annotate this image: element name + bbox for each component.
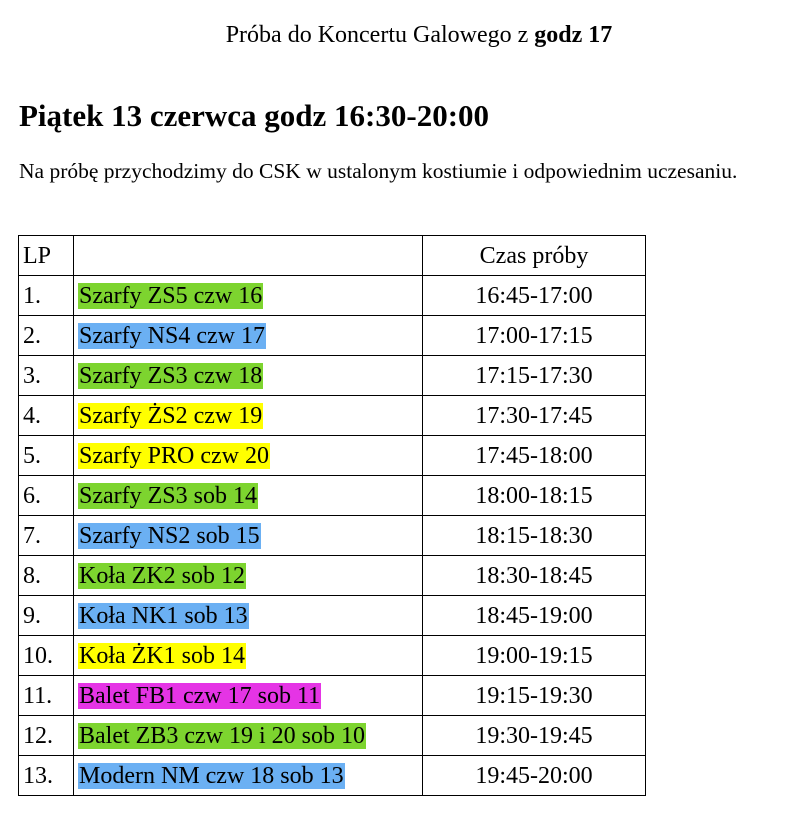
rehearsal-time: 19:15-19:30: [423, 676, 646, 716]
group-name-highlight: Modern NM czw 18 sob 13: [79, 762, 344, 789]
table-row: [19, 276, 646, 316]
group-cell: [74, 356, 423, 396]
rehearsal-time: 19:45-20:00: [423, 756, 646, 796]
group-name-highlight: Szarfy NS4 czw 17: [79, 322, 265, 349]
group-cell: [74, 396, 423, 436]
group-name-highlight: Szarfy ŻS2 czw 19: [79, 402, 263, 429]
schedule-table-body: [19, 236, 646, 796]
document-subtitle: [0, 20, 810, 50]
group-name-highlight: Koła ZK2 sob 12: [79, 562, 245, 589]
group-name-highlight: Szarfy PRO czw 20: [79, 442, 269, 469]
row-number: 6.: [19, 476, 74, 516]
header-group: [74, 236, 423, 276]
rehearsal-time: 16:45-17:00: [423, 276, 646, 316]
rehearsal-time: 18:30-18:45: [423, 556, 646, 596]
rehearsal-time: 17:45-18:00: [423, 436, 646, 476]
row-number: 5.: [19, 436, 74, 476]
header-lp: LP: [19, 236, 74, 276]
table-row: [19, 396, 646, 436]
table-header-row: [19, 236, 646, 276]
group-cell: [74, 476, 423, 516]
row-number: 7.: [19, 516, 74, 556]
group-cell: [74, 596, 423, 636]
subtitle-prefix: Próba do Koncertu Galowego z: [225, 22, 535, 48]
row-number: 4.: [19, 396, 74, 436]
rehearsal-time: 17:00-17:15: [423, 316, 646, 356]
group-cell: [74, 436, 423, 476]
document-title: Piątek 13 czerwca godz 16:30-20:00: [19, 98, 490, 133]
rehearsal-time: 18:00-18:15: [423, 476, 646, 516]
rehearsal-time: 19:00-19:15: [423, 636, 646, 676]
row-number: 3.: [19, 356, 74, 396]
table-row: [19, 756, 646, 796]
rehearsal-time: 17:30-17:45: [423, 396, 646, 436]
group-name-highlight: Szarfy ZS3 sob 14: [79, 482, 257, 509]
group-cell: [74, 716, 423, 756]
row-number: 12.: [19, 716, 74, 756]
table-row: [19, 596, 646, 636]
group-name-highlight: Balet ZB3 czw 19 i 20 sob 10: [79, 722, 365, 749]
subtitle-bold-time: godz 17: [534, 22, 613, 48]
table-row: [19, 316, 646, 356]
row-number: 9.: [19, 596, 74, 636]
row-number: 8.: [19, 556, 74, 596]
intro-paragraph: Na próbę przychodzimy do CSK w ustalonym kostiumie i odpowiednim uczesaniu.: [19, 159, 738, 183]
table-row: [19, 516, 646, 556]
row-number: 1.: [19, 276, 74, 316]
rehearsal-time: 18:15-18:30: [423, 516, 646, 556]
table-row: [19, 476, 646, 516]
group-cell: [74, 756, 423, 796]
group-cell: [74, 676, 423, 716]
table-row: [19, 716, 646, 756]
rehearsal-time: 17:15-17:30: [423, 356, 646, 396]
rehearsal-time: 19:30-19:45: [423, 716, 646, 756]
table-row: [19, 636, 646, 676]
table-row: [19, 436, 646, 476]
group-name-highlight: Szarfy ZS3 czw 18: [79, 362, 263, 389]
group-cell: [74, 316, 423, 356]
row-number: 10.: [19, 636, 74, 676]
rehearsal-schedule-table: [18, 235, 646, 796]
group-name-highlight: Szarfy ZS5 czw 16: [79, 282, 263, 309]
group-cell: [74, 636, 423, 676]
table-row: [19, 356, 646, 396]
group-name-highlight: Szarfy NS2 sob 15: [79, 522, 260, 549]
group-cell: [74, 516, 423, 556]
row-number: 2.: [19, 316, 74, 356]
header-time: Czas próby: [423, 236, 646, 276]
group-cell: [74, 556, 423, 596]
table-row: [19, 556, 646, 596]
group-name-highlight: Koła NK1 sob 13: [79, 602, 248, 629]
table-row: [19, 676, 646, 716]
rehearsal-time: 18:45-19:00: [423, 596, 646, 636]
row-number: 11.: [19, 676, 74, 716]
group-name-highlight: Koła ŻK1 sob 14: [79, 642, 245, 669]
row-number: 13.: [19, 756, 74, 796]
group-name-highlight: Balet FB1 czw 17 sob 11: [79, 682, 321, 709]
group-cell: [74, 276, 423, 316]
